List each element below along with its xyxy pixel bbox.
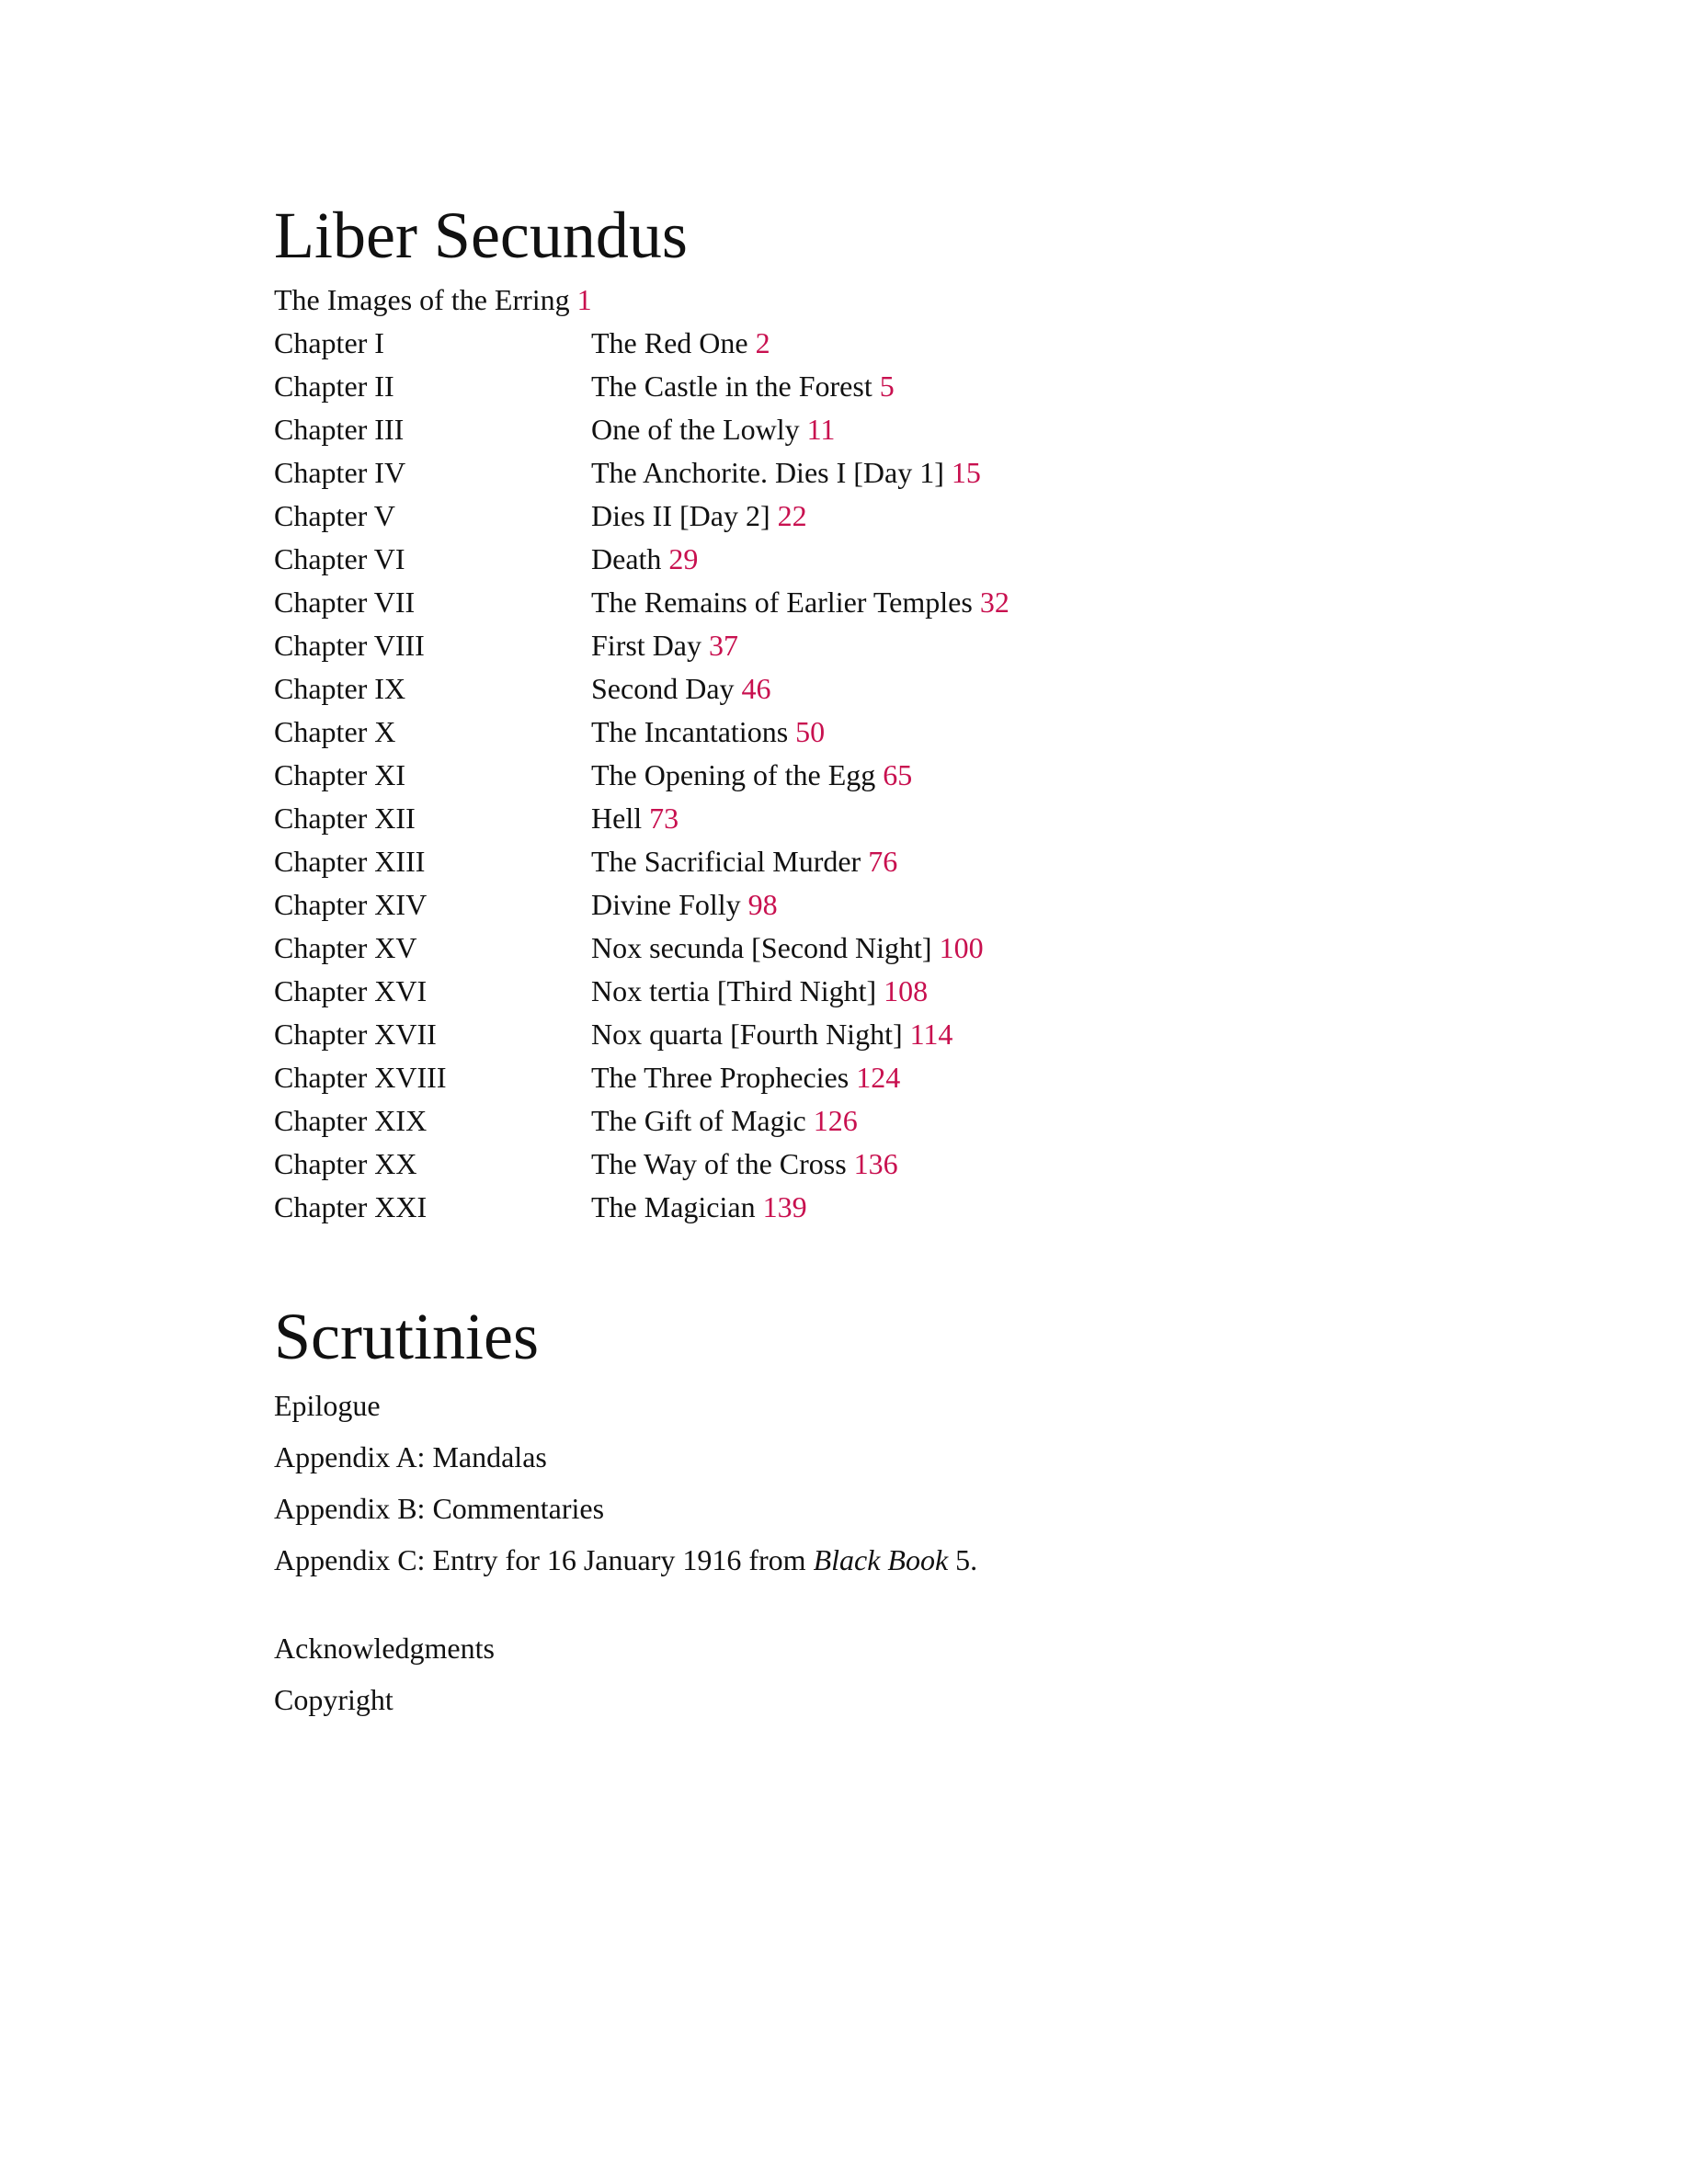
chapter-title: The Magician bbox=[591, 1190, 756, 1223]
chapter-title-with-page[interactable] bbox=[591, 1192, 807, 1222]
chapter-label: Chapter XII bbox=[274, 802, 416, 835]
chapter-label: Chapter XVII bbox=[274, 1018, 437, 1051]
page-number-link[interactable]: 136 bbox=[853, 1147, 898, 1180]
toc-chapter-row[interactable] bbox=[274, 760, 1469, 797]
chapter-title: The Sacrificial Murder bbox=[591, 845, 861, 878]
chapter-title-with-page[interactable] bbox=[591, 717, 825, 746]
toc-chapter-row[interactable] bbox=[274, 1106, 1469, 1143]
chapter-title-with-page[interactable] bbox=[591, 1149, 898, 1178]
chapter-title: The Incantations bbox=[591, 715, 789, 748]
chapter-title-with-page[interactable] bbox=[591, 803, 679, 833]
page-number-link[interactable]: 5 bbox=[879, 370, 895, 403]
chapter-label: Chapter XXI bbox=[274, 1190, 428, 1223]
chapter-label: Chapter II bbox=[274, 370, 394, 403]
chapter-title-with-page[interactable] bbox=[591, 371, 895, 401]
page-number-link[interactable]: 73 bbox=[649, 802, 679, 835]
toc-chapter-row[interactable] bbox=[274, 890, 1469, 927]
chapter-label: Chapter X bbox=[274, 715, 396, 748]
chapter-label: Chapter XVI bbox=[274, 974, 428, 1007]
toc-entry-acknowledgments[interactable]: Acknowledgments bbox=[274, 1632, 495, 1665]
section-title-liber-secundus: Liber Secundus bbox=[274, 199, 688, 272]
page-number-link[interactable]: 139 bbox=[762, 1190, 807, 1223]
page-number-link[interactable]: 124 bbox=[856, 1061, 901, 1094]
chapter-label: Chapter V bbox=[274, 499, 395, 532]
chapter-title: The Way of the Cross bbox=[591, 1147, 847, 1180]
toc-entry-epilogue[interactable]: Epilogue bbox=[274, 1389, 381, 1422]
chapter-title-with-page[interactable] bbox=[591, 587, 1009, 617]
page-number-link[interactable]: 15 bbox=[951, 456, 981, 489]
page-number-link[interactable]: 50 bbox=[795, 715, 826, 748]
page-number-link[interactable]: 2 bbox=[755, 326, 770, 359]
chapter-title-with-page[interactable] bbox=[591, 1063, 900, 1092]
chapter-title: Death bbox=[591, 542, 662, 575]
toc-entry-appendix-b[interactable]: Appendix B: Commentaries bbox=[274, 1492, 605, 1525]
page-number-link[interactable]: 32 bbox=[979, 586, 1009, 619]
chapter-label: Chapter I bbox=[274, 326, 384, 359]
toc-chapter-row[interactable] bbox=[274, 415, 1469, 451]
toc-chapter-row[interactable] bbox=[274, 1019, 1469, 1056]
chapter-title-with-page[interactable] bbox=[591, 976, 928, 1006]
chapter-label: Chapter VIII bbox=[274, 629, 425, 662]
page-number-link[interactable]: 108 bbox=[884, 974, 929, 1007]
chapter-title: Nox secunda [Second Night] bbox=[591, 931, 932, 964]
toc-chapter-row[interactable] bbox=[274, 587, 1469, 624]
toc-chapter-row[interactable] bbox=[274, 1149, 1469, 1186]
chapter-title: The Three Prophecies bbox=[591, 1061, 850, 1094]
chapter-title: Dies II [Day 2] bbox=[591, 499, 770, 532]
toc-chapter-row[interactable] bbox=[274, 371, 1469, 408]
chapter-label: Chapter XV bbox=[274, 931, 417, 964]
chapter-title: Divine Folly bbox=[591, 888, 741, 921]
chapter-title-with-page[interactable] bbox=[591, 760, 912, 790]
toc-chapter-row[interactable] bbox=[274, 803, 1469, 840]
page-number-link[interactable]: 100 bbox=[939, 931, 984, 964]
toc-chapter-row[interactable] bbox=[274, 501, 1469, 538]
page-number-link[interactable]: 37 bbox=[709, 629, 738, 662]
chapter-title-with-page[interactable] bbox=[591, 1106, 858, 1135]
appendix-c-suffix: 5. bbox=[948, 1543, 978, 1576]
chapter-title: Nox tertia [Third Night] bbox=[591, 974, 877, 1007]
page-number-link[interactable]: 98 bbox=[747, 888, 778, 921]
toc-chapter-row[interactable] bbox=[274, 631, 1469, 667]
chapter-label: Chapter XIII bbox=[274, 845, 426, 878]
toc-chapter-row[interactable] bbox=[274, 1063, 1469, 1099]
chapter-label: Chapter XIX bbox=[274, 1104, 428, 1137]
chapter-title: Second Day bbox=[591, 672, 735, 705]
page-number-link[interactable]: 65 bbox=[883, 758, 913, 791]
chapter-title-with-page[interactable] bbox=[591, 631, 738, 660]
page-number-link[interactable]: 29 bbox=[668, 542, 699, 575]
toc-entry-appendix-a[interactable]: Appendix A: Mandalas bbox=[274, 1440, 547, 1473]
appendix-c-italic-title: Black Book bbox=[813, 1543, 949, 1576]
section-title-scrutinies: Scrutinies bbox=[274, 1300, 539, 1373]
chapter-title: The Anchorite. Dies I [Day 1] bbox=[591, 456, 944, 489]
chapter-title: The Castle in the Forest bbox=[591, 370, 873, 403]
chapter-label: Chapter XI bbox=[274, 758, 406, 791]
chapter-title-with-page[interactable] bbox=[591, 501, 807, 530]
page-number-link[interactable]: 126 bbox=[813, 1104, 858, 1137]
toc-entry-images-of-the-erring[interactable] bbox=[274, 285, 592, 314]
chapter-label: Chapter XVIII bbox=[274, 1061, 447, 1094]
chapter-title-with-page[interactable] bbox=[591, 933, 984, 962]
chapter-label: Chapter XIV bbox=[274, 888, 428, 921]
chapter-title-with-page[interactable] bbox=[591, 674, 771, 703]
chapter-label: Chapter III bbox=[274, 413, 405, 446]
chapter-title-with-page[interactable] bbox=[591, 415, 835, 444]
chapter-title: The Gift of Magic bbox=[591, 1104, 806, 1137]
page-number-link[interactable]: 114 bbox=[909, 1018, 953, 1051]
chapter-title-with-page[interactable] bbox=[591, 328, 770, 358]
appendix-c-prefix: Appendix C: Entry for 16 January 1916 from bbox=[274, 1543, 814, 1576]
chapter-title: The Red One bbox=[591, 326, 748, 359]
toc-chapter-row[interactable] bbox=[274, 674, 1469, 711]
chapter-title-with-page[interactable] bbox=[591, 847, 897, 876]
toc-chapter-row[interactable] bbox=[274, 933, 1469, 970]
chapter-label: Chapter VI bbox=[274, 542, 405, 575]
chapter-title: First Day bbox=[591, 629, 701, 662]
chapter-label: Chapter IV bbox=[274, 456, 406, 489]
chapter-title: The Opening of the Egg bbox=[591, 758, 876, 791]
toc-chapter-row[interactable] bbox=[274, 458, 1469, 495]
page-number-link[interactable]: 11 bbox=[806, 413, 836, 446]
chapter-title-with-page[interactable] bbox=[591, 890, 778, 919]
chapter-title-with-page[interactable] bbox=[591, 544, 698, 574]
toc-chapter-row[interactable] bbox=[274, 717, 1469, 754]
toc-chapter-row[interactable] bbox=[274, 328, 1469, 365]
chapter-title-with-page[interactable] bbox=[591, 1019, 952, 1049]
page-number-link[interactable]: 22 bbox=[777, 499, 807, 532]
page-number-link[interactable]: 76 bbox=[868, 845, 898, 878]
page-number-link[interactable]: 1 bbox=[576, 283, 592, 316]
chapter-title: The Remains of Earlier Temples bbox=[591, 586, 973, 619]
toc-entry-copyright[interactable]: Copyright bbox=[274, 1683, 393, 1716]
chapter-title: Hell bbox=[591, 802, 643, 835]
entry-title: The Images of the Erring bbox=[274, 283, 570, 316]
chapter-label: Chapter VII bbox=[274, 586, 416, 619]
chapter-title: Nox quarta [Fourth Night] bbox=[591, 1018, 903, 1051]
toc-chapter-row[interactable] bbox=[274, 544, 1469, 581]
chapter-label: Chapter IX bbox=[274, 672, 406, 705]
chapter-title-with-page[interactable] bbox=[591, 458, 981, 487]
chapter-title: One of the Lowly bbox=[591, 413, 800, 446]
toc-chapter-row[interactable] bbox=[274, 976, 1469, 1013]
toc-entry-appendix-c[interactable] bbox=[274, 1545, 977, 1575]
toc-chapter-row[interactable] bbox=[274, 847, 1469, 883]
toc-chapter-row[interactable] bbox=[274, 1192, 1469, 1229]
page-number-link[interactable]: 46 bbox=[741, 672, 771, 705]
chapter-label: Chapter XX bbox=[274, 1147, 417, 1180]
